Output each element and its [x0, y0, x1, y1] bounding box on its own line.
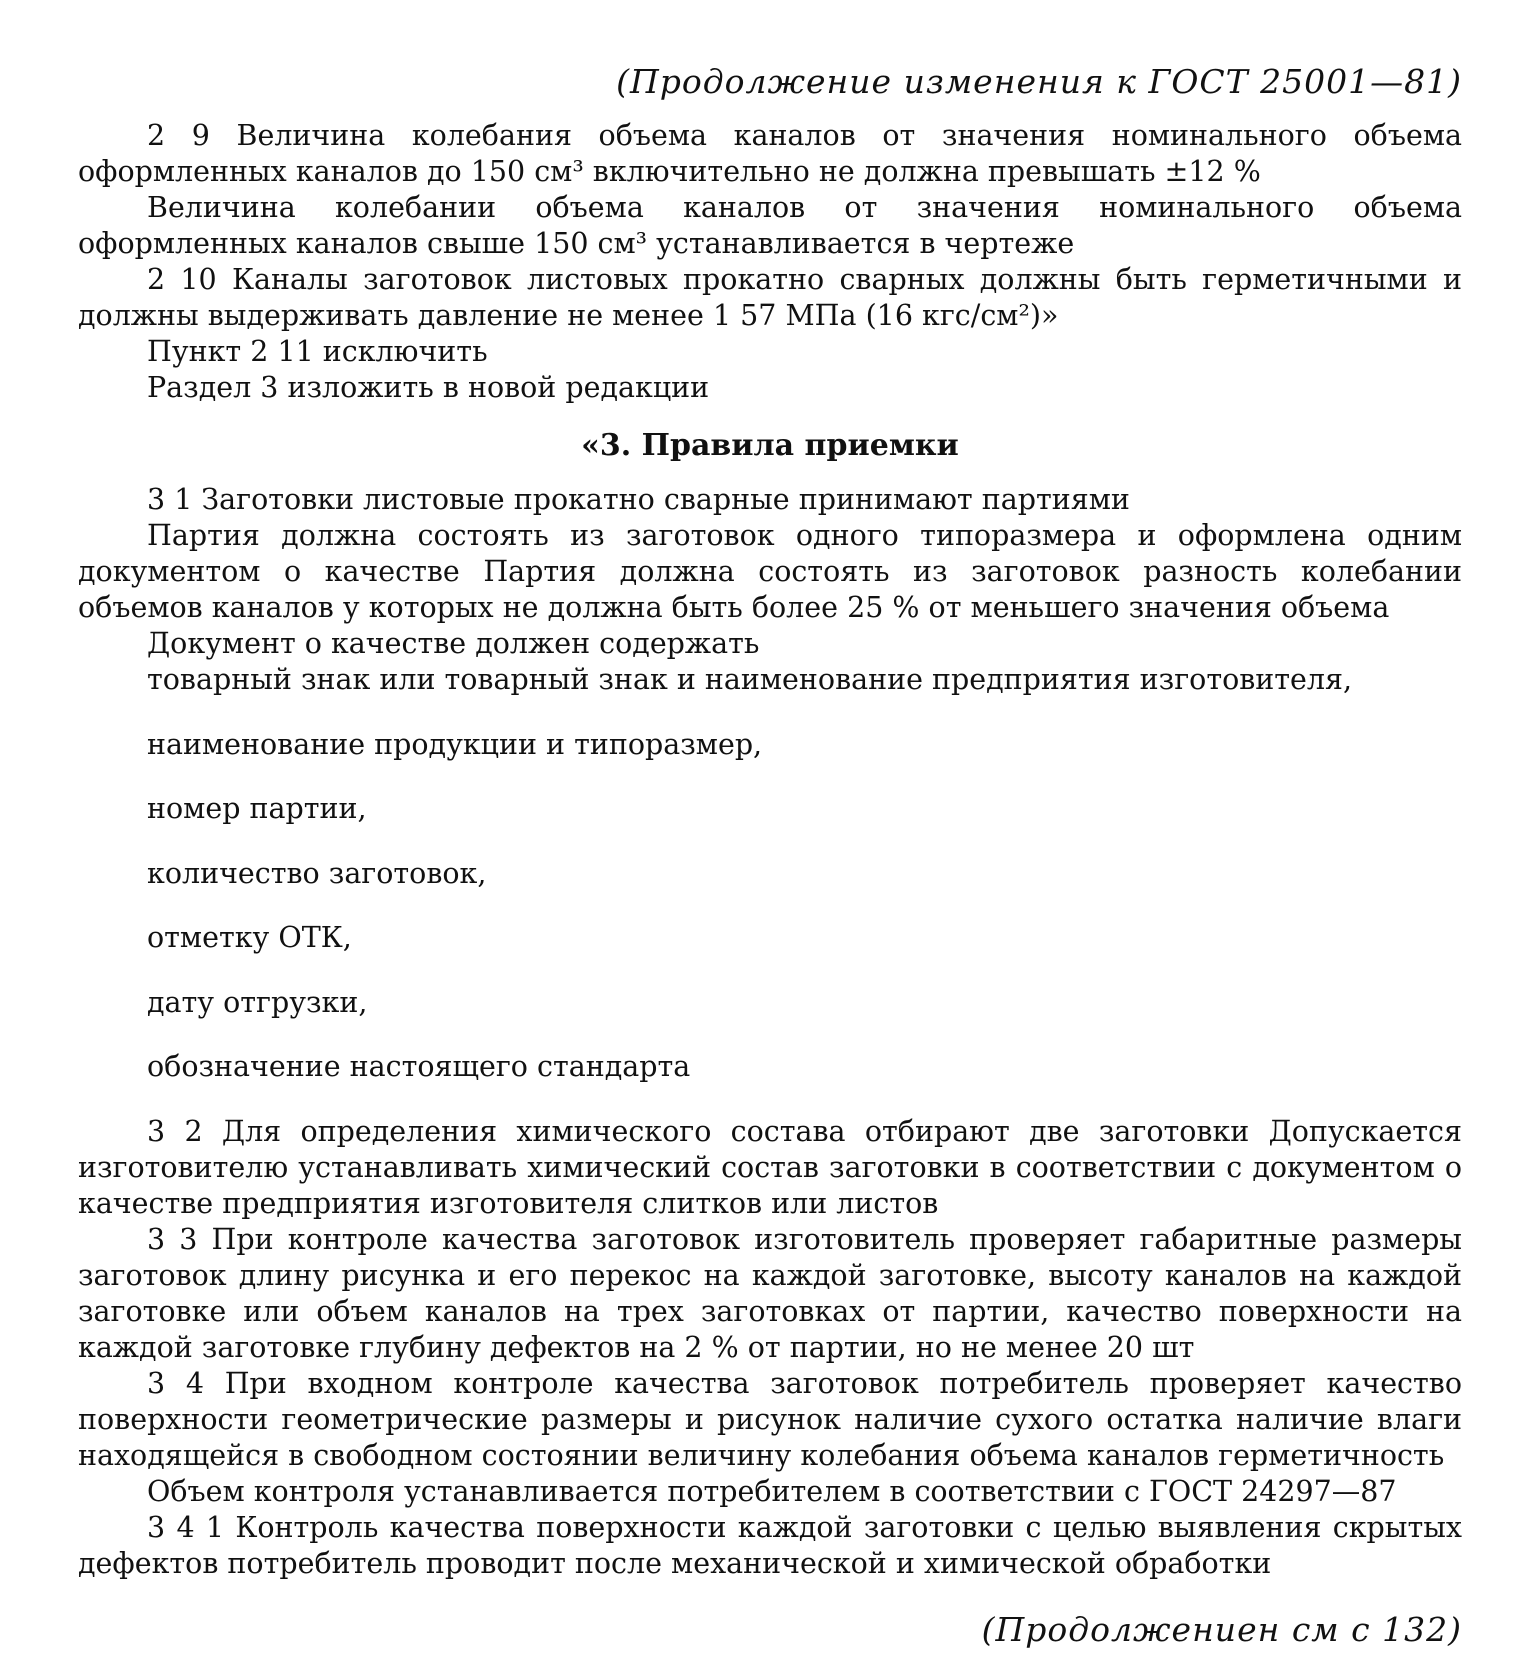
paragraph-3-1: 3 1 Заготовки листовые прокатно сварные принимают партиями [147, 483, 1130, 516]
paragraph-3-2: 3 2 Для определения химического состава отбирают две заготовки Допускается изготовителю устанавливать химический состав заготовки в соответствии с документом о качестве предприятия изготовителя слитков или листов [78, 1114, 1462, 1220]
list-item: дату отгрузки, [147, 985, 368, 1019]
paragraph-3-4: 3 4 При входном контроле качества заготовок потребитель проверяет качество поверхности геометрические размеры и рисунок наличие сухого остатка наличие влаги находящейся в свободном состоянии величину колебания объема каналов герметичность [78, 1366, 1462, 1472]
page-header: (Продолжение изменения к ГОСТ 25001—81) [616, 62, 1462, 101]
list-item: товарный знак или товарный знак и наименование предприятия изготовителя, [147, 663, 1353, 696]
list-item: номер партии, [147, 792, 367, 825]
paragraph-3-1-batch: Партия должна состоять из заготовок одного типоразмера и оформлена одним документом о качестве Партия должна состоять из заготовок разность колебании объемов каналов у которых не должна быть более 25 % от меньшего значения объема [78, 519, 1462, 624]
paragraph-3-3: 3 3 При контроле качества заготовок изготовитель проверяет габаритные размеры заготовок длину рисунка и его перекос на каждой заготовке, высоту каналов на каждой заготовке или объем каналов на трех заготовках от партии, качество поверхности на каждой заготовке глубину дефектов на 2 % от партии, но не менее 20 шт [78, 1222, 1462, 1364]
paragraph-3-1-document: Документ о качестве должен содержать [147, 627, 760, 660]
list-item: отметку ОТК, [147, 921, 352, 954]
page-footer: (Продолжениен см с 132) [981, 1610, 1462, 1649]
paragraph-2-9-cont: Величина колебании объема каналов от значения номинального объема оформленных каналов свыше 150 см³ устанавливается в чертеже [78, 191, 1462, 260]
paragraph-2-11: Пункт 2 11 исключить [147, 335, 488, 368]
section-title: «3. Правила приемки [581, 428, 959, 463]
paragraph-3-4-volume: Объем контроля устанавливается потребителем в соответствии с ГОСТ 24297—87 [147, 1474, 1397, 1508]
paragraph-section-3-note: Раздел 3 изложить в новой редакции [147, 371, 710, 404]
document-body [78, 118, 1462, 1582]
paragraph-3-4-1: 3 4 1 Контроль качества поверхности каждой заготовки с целью выявления скрытых дефектов потребитель проводит после механической и химической обработки [78, 1510, 1462, 1580]
list-item: наименование продукции и типоразмер, [147, 727, 763, 761]
list-item: количество заготовок, [147, 856, 487, 890]
paragraph-2-10: 2 10 Каналы заготовок листовых прокатно сварных должны быть герметичными и должны выдерживать давление не менее 1 57 МПа (16 кгс/см²)» [78, 263, 1462, 332]
paragraph-2-9: 2 9 Величина колебания объема каналов от значения номинального объема оформленных каналов до 150 см³ включительно не должна превышать ±12 % [78, 119, 1462, 188]
list-item: обозначение настоящего стандарта [147, 1050, 691, 1083]
